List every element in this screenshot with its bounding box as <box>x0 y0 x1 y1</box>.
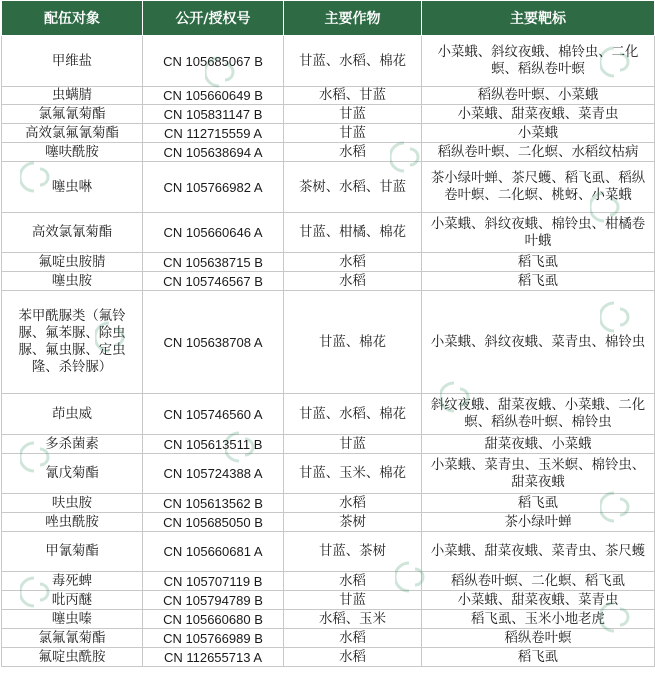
table-row <box>2 572 655 591</box>
table-row <box>2 532 655 572</box>
cell-crops: 甘蓝 <box>284 591 422 610</box>
cell-partner: 氯氟氰菊酯 <box>2 629 143 648</box>
cell-partner: 氯氟氰菊酯 <box>2 105 143 124</box>
table-row <box>2 629 655 648</box>
cell-patent-number: CN 105660681 A <box>143 532 284 572</box>
cell-crops: 茶树 <box>284 513 422 532</box>
cell-partner: 苯甲酰脲类（氟铃脲、氟苯脲、除虫脲、氟虫脲、定虫隆、杀铃脲） <box>2 291 143 394</box>
cell-patent-number: CN 105638694 A <box>143 143 284 162</box>
cell-targets: 小菜蛾、菜青虫、玉米螟、棉铃虫、甜菜夜蛾 <box>422 454 655 494</box>
table-row <box>2 291 655 394</box>
table-row <box>2 253 655 272</box>
cell-patent-number: CN 105638708 A <box>143 291 284 394</box>
cell-crops: 茶树、水稻、甘蓝 <box>284 162 422 213</box>
cell-patent-number: CN 105685067 B <box>143 36 284 87</box>
cell-targets: 小菜蛾、斜纹夜蛾、棉铃虫、柑橘卷叶蛾 <box>422 213 655 253</box>
cell-crops: 水稻 <box>284 494 422 513</box>
cell-partner: 甲氰菊酯 <box>2 532 143 572</box>
cell-crops: 甘蓝、水稻、棉花 <box>284 394 422 435</box>
cell-partner: 氟啶虫酰胺 <box>2 648 143 667</box>
cell-crops: 甘蓝、水稻、棉花 <box>284 36 422 87</box>
cell-partner: 氰戊菊酯 <box>2 454 143 494</box>
cell-partner: 噻虫啉 <box>2 162 143 213</box>
cell-partner: 噻虫胺 <box>2 272 143 291</box>
cell-patent-number: CN 105794789 B <box>143 591 284 610</box>
table-row <box>2 143 655 162</box>
cell-patent-number: CN 112655713 A <box>143 648 284 667</box>
header-partner: 配伍对象 <box>2 1 143 36</box>
cell-partner: 茚虫威 <box>2 394 143 435</box>
cell-crops: 甘蓝 <box>284 105 422 124</box>
cell-patent-number: CN 105660649 B <box>143 87 284 105</box>
cell-targets: 稻飞虱 <box>422 253 655 272</box>
cell-targets: 稻纵卷叶螟、小菜蛾 <box>422 87 655 105</box>
table-row <box>2 435 655 454</box>
cell-targets: 甜菜夜蛾、小菜蛾 <box>422 435 655 454</box>
table-row <box>2 610 655 629</box>
cell-patent-number: CN 105707119 B <box>143 572 284 591</box>
header-patent-number: 公开/授权号 <box>143 1 284 36</box>
cell-patent-number: CN 112715559 A <box>143 124 284 143</box>
cell-crops: 甘蓝、茶树 <box>284 532 422 572</box>
cell-crops: 水稻 <box>284 648 422 667</box>
cell-partner: 虫螨腈 <box>2 87 143 105</box>
cell-patent-number: CN 105613562 B <box>143 494 284 513</box>
cell-partner: 唑虫酰胺 <box>2 513 143 532</box>
cell-crops: 水稻 <box>284 143 422 162</box>
table-row <box>2 648 655 667</box>
cell-patent-number: CN 105660680 B <box>143 610 284 629</box>
cell-crops: 甘蓝、柑橘、棉花 <box>284 213 422 253</box>
cell-crops: 水稻、甘蓝 <box>284 87 422 105</box>
cell-partner: 吡丙醚 <box>2 591 143 610</box>
cell-targets: 稻飞虱、玉米小地老虎 <box>422 610 655 629</box>
cell-patent-number: CN 105660646 A <box>143 213 284 253</box>
cell-targets: 小菜蛾、斜纹夜蛾、棉铃虫、二化螟、稻纵卷叶螟 <box>422 36 655 87</box>
cell-targets: 茶小绿叶蝉、茶尺蠖、稻飞虱、稻纵卷叶螟、二化螟、桃蚜、小菜蛾 <box>422 162 655 213</box>
table-row <box>2 36 655 87</box>
cell-targets: 稻纵卷叶螟、二化螟、稻飞虱 <box>422 572 655 591</box>
cell-partner: 噻虫嗪 <box>2 610 143 629</box>
cell-crops: 甘蓝、玉米、棉花 <box>284 454 422 494</box>
cell-targets: 稻飞虱 <box>422 494 655 513</box>
table-row <box>2 394 655 435</box>
table-row <box>2 87 655 105</box>
cell-targets: 斜纹夜蛾、甜菜夜蛾、小菜蛾、二化螟、稻纵卷叶螟、棉铃虫 <box>422 394 655 435</box>
header-crops: 主要作物 <box>284 1 422 36</box>
cell-targets: 稻纵卷叶螟、二化螟、水稻纹枯病 <box>422 143 655 162</box>
cell-patent-number: CN 105766989 B <box>143 629 284 648</box>
cell-targets: 稻纵卷叶螟 <box>422 629 655 648</box>
cell-partner: 多杀菌素 <box>2 435 143 454</box>
cell-patent-number: CN 105724388 A <box>143 454 284 494</box>
cell-partner: 高效氯氰菊酯 <box>2 213 143 253</box>
cell-patent-number: CN 105613511 B <box>143 435 284 454</box>
cell-patent-number: CN 105746567 B <box>143 272 284 291</box>
cell-targets: 小菜蛾、甜菜夜蛾、菜青虫、茶尺蠖 <box>422 532 655 572</box>
patent-table <box>1 0 655 667</box>
header-row <box>2 1 655 36</box>
cell-crops: 甘蓝 <box>284 435 422 454</box>
table-row <box>2 272 655 291</box>
table-row <box>2 105 655 124</box>
table-row <box>2 124 655 143</box>
cell-crops: 水稻 <box>284 272 422 291</box>
cell-targets: 小菜蛾、甜菜夜蛾、菜青虫 <box>422 105 655 124</box>
table-row <box>2 162 655 213</box>
cell-crops: 水稻、玉米 <box>284 610 422 629</box>
header-targets: 主要靶标 <box>422 1 655 36</box>
cell-targets: 小菜蛾、斜纹夜蛾、菜青虫、棉铃虫 <box>422 291 655 394</box>
cell-crops: 甘蓝、棉花 <box>284 291 422 394</box>
cell-partner: 毒死蜱 <box>2 572 143 591</box>
table-row <box>2 513 655 532</box>
cell-patent-number: CN 105685050 B <box>143 513 284 532</box>
cell-patent-number: CN 105831147 B <box>143 105 284 124</box>
table-row <box>2 494 655 513</box>
cell-partner: 呋虫胺 <box>2 494 143 513</box>
cell-partner: 甲维盐 <box>2 36 143 87</box>
cell-targets: 稻飞虱 <box>422 272 655 291</box>
cell-patent-number: CN 105746560 A <box>143 394 284 435</box>
cell-patent-number: CN 105766982 A <box>143 162 284 213</box>
table-row <box>2 591 655 610</box>
cell-crops: 水稻 <box>284 572 422 591</box>
cell-crops: 甘蓝 <box>284 124 422 143</box>
table-row <box>2 454 655 494</box>
cell-partner: 噻呋酰胺 <box>2 143 143 162</box>
cell-patent-number: CN 105638715 B <box>143 253 284 272</box>
cell-crops: 水稻 <box>284 629 422 648</box>
cell-targets: 小菜蛾、甜菜夜蛾、菜青虫 <box>422 591 655 610</box>
cell-targets: 小菜蛾 <box>422 124 655 143</box>
cell-partner: 氟啶虫胺腈 <box>2 253 143 272</box>
cell-partner: 高效氯氟氰菊酯 <box>2 124 143 143</box>
cell-targets: 稻飞虱 <box>422 648 655 667</box>
cell-crops: 水稻 <box>284 253 422 272</box>
cell-targets: 茶小绿叶蝉 <box>422 513 655 532</box>
table-row <box>2 213 655 253</box>
